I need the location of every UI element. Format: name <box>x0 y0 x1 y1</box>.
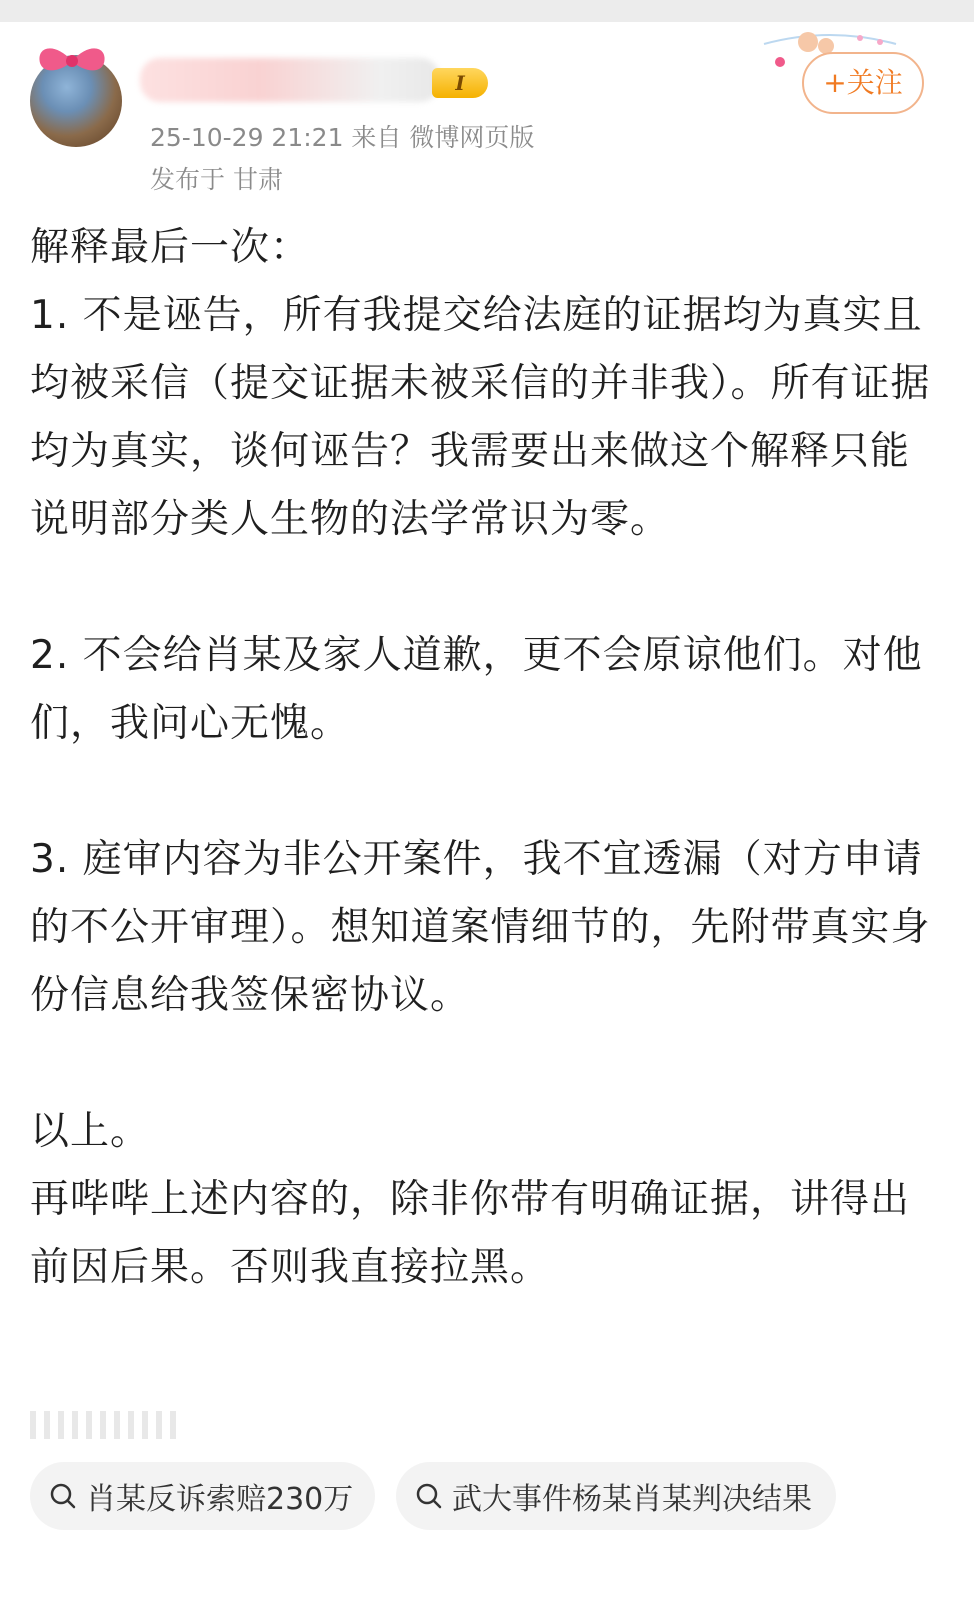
post-paragraph: 1. 不是诬告，所有我提交给法庭的证据均为真实且均被采信（提交证据未被采信的并非我）。所有证据均为真实，谈何诬告？我需要出来做这个解释只能说明部分类人生物的法学常识为零。 <box>30 293 931 542</box>
avatar[interactable] <box>30 55 122 147</box>
username-blurred[interactable] <box>140 58 440 102</box>
post-paragraph: 再哔哔上述内容的，除非你带有明确证据，讲得出前因后果。否则我直接拉黑。 <box>30 1177 911 1290</box>
bow-decoration-icon <box>34 41 110 81</box>
topic-chip[interactable] <box>396 1462 836 1530</box>
search-icon <box>48 1481 78 1511</box>
search-icon <box>414 1481 444 1511</box>
topic-label: 武大事件杨某肖某判决结果 <box>452 1482 812 1517</box>
post-paragraph: 2. 不会给肖某及家人道歉，更不会原谅他们。对他们，我问心无愧。 <box>30 633 923 746</box>
post-paragraph: 解释最后一次： <box>30 225 311 270</box>
vip-badge: I <box>432 68 488 98</box>
post-paragraph: 以上。 <box>30 1109 151 1154</box>
post-paragraph: 3. 庭审内容为非公开案件，我不宜透漏（对方申请的不公开审理）。想知道案情细节的，先附带真实身份信息给我签保密协议。 <box>30 837 931 1018</box>
post-location: 发布于 甘肃 <box>150 165 283 194</box>
topic-chip[interactable] <box>30 1462 375 1530</box>
follow-button[interactable]: +关注 <box>802 52 924 114</box>
top-bar <box>0 0 974 22</box>
paragraph-spacer <box>30 554 940 622</box>
post-content <box>30 214 940 1302</box>
paragraph-spacer <box>30 1030 940 1098</box>
topic-label: 肖某反诉索赔230万 <box>86 1482 354 1517</box>
faded-line <box>30 1411 180 1439</box>
post-time-source: 25-10-29 21:21 来自 微博网页版 <box>150 123 535 152</box>
paragraph-spacer <box>30 758 940 826</box>
